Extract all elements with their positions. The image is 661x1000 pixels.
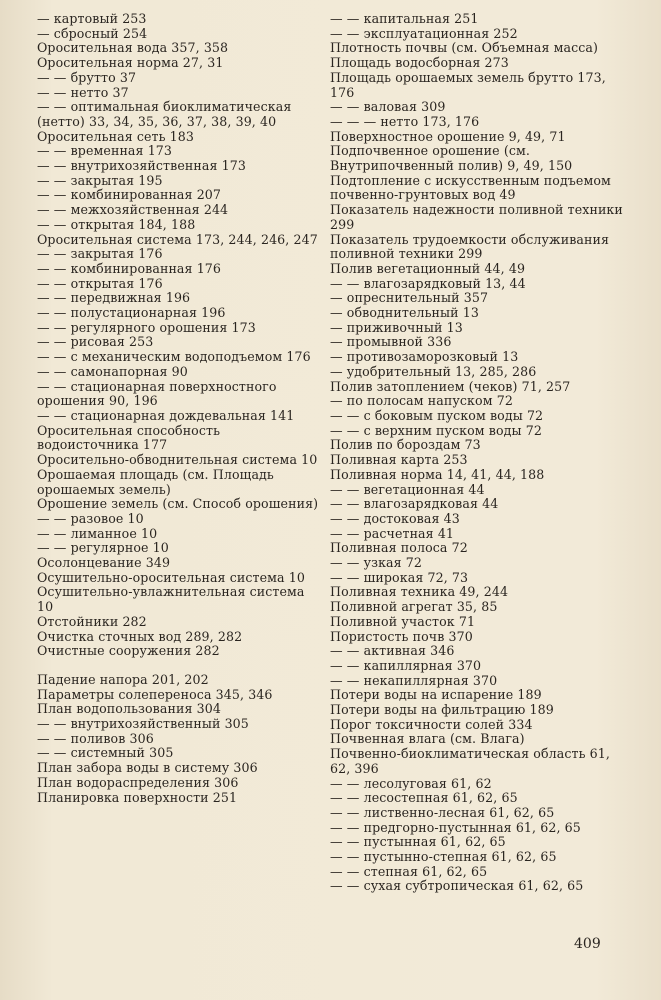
index-entry: — — разовое 10 (37, 510, 144, 526)
index-entry: — — брутто 37 (37, 69, 137, 85)
index-entry: Площадь орошаемых земель брутто 173, 176 (330, 69, 606, 100)
index-entry: Поливная норма 14, 41, 44, 188 (330, 466, 545, 482)
index-entry: — — внутрихозяйственный 305 (37, 716, 249, 732)
index-entry: Орошение земель (см. Способ орошения) (37, 496, 319, 512)
index-entry: — — широкая 72, 73 (330, 569, 469, 585)
index-entry: Поверхностное орошение 9, 49, 71 (330, 128, 566, 144)
index-entry: — — лиманное 10 (37, 525, 158, 541)
index-entry: Осушительно-оросительная система 10 (37, 569, 305, 585)
index-entry: Оросительная способность водоисточника 177 (37, 422, 221, 453)
index-entry: Оросительная норма 27, 31 (37, 55, 224, 71)
index-entry: — — закрытая 176 (37, 246, 163, 262)
index-entry: — — полустационарная 196 (37, 305, 226, 321)
index-entry: — — капитальная 251 (330, 11, 479, 26)
index-entry: Полив по бороздам 73 (330, 437, 481, 453)
index-entry: — опреснительный 357 (330, 290, 489, 306)
index-entry: — — некапиллярная 370 (330, 672, 498, 688)
index-entry: — — межхозяйственная 244 (37, 202, 229, 218)
index-entry: — — активная 346 (330, 643, 455, 659)
index-entry: — — нетто 37 (37, 84, 129, 100)
index-entry: Поливной агрегат 35, 85 (330, 599, 498, 615)
index-entry: — — стационарная дождевальная 141 (37, 407, 295, 423)
index-entry: Поливная техника 49, 244 (330, 584, 509, 600)
index-entry: Плотность почвы (см. Объемная масса) (330, 40, 599, 56)
index-entry: Полив затоплением (чеков) 71, 257 (330, 378, 571, 394)
index-entry: Подпочвенное орошение (см. Внутрипочвенный полив) 9, 49, 150 (330, 143, 573, 174)
index-entry: — — расчетная 41 (330, 525, 455, 541)
index-entry: — — закрытая 195 (37, 172, 163, 188)
index-entry: — — комбинированная 207 (37, 187, 222, 203)
index-entry: План забора воды в систему 306 (37, 760, 258, 776)
index-entry: Почвенная влага (см. Влага) (330, 731, 525, 747)
index-entry: — — влагозарядковый 13, 44 (330, 275, 526, 291)
index-entry: Поливной участок 71 (330, 613, 476, 629)
index-entry: — по полосам напуском 72 (330, 393, 513, 409)
index-entry: — — эксплуатационная 252 (330, 25, 518, 41)
index-entry: — — степная 61, 62, 65 (330, 863, 488, 879)
index-entry: Почвенно-биоклиматическая область 61, 62, 396 (330, 746, 610, 776)
index-entry: — — стационарная поверхностного орошения 90, 196 (37, 378, 277, 409)
index-entry: Орошаемая площадь (см. Площадь орошаемых земель) (37, 466, 274, 497)
index-entry: Показатель трудоемкости обслуживания поливной техники 299 (330, 231, 610, 262)
index-entry: — противозаморозковый 13 (330, 349, 519, 365)
index-entry: — — с боковым пуском воды 72 (330, 407, 544, 423)
index-entry: Осолонцевание 349 (37, 555, 171, 571)
index-entry: — — регулярного орошения 173 (37, 319, 256, 335)
index-entry: — — пустынная 61, 62, 65 (330, 834, 506, 850)
index-entry: Площадь водосборная 273 (330, 55, 509, 71)
index-entry: — — вегетационная 44 (330, 481, 485, 497)
index-entry: — промывной 336 (330, 334, 452, 350)
index-entry: Порог токсичности солей 334 (330, 716, 533, 732)
index-column-right (330, 12, 625, 894)
index-entry: — — рисовая 253 (37, 334, 154, 350)
page-number: 409 (574, 936, 601, 952)
index-entry: Параметры солепереноса 345, 346 (37, 686, 273, 702)
index-entry: — — внутрихозяйственная 173 (37, 158, 246, 174)
index-entry: — — самонапорная 90 (37, 363, 188, 379)
index-entry: — — лесолуговая 61, 62 (330, 775, 492, 791)
index-entry: Оросительная вода 357, 358 (37, 40, 229, 56)
index-entry: Показатель надежности поливной техники 299 (330, 202, 623, 232)
index-entry: Потери воды на испарение 189 (330, 687, 542, 703)
index-entry: Поливная полоса 72 (330, 540, 468, 556)
index-entry: Планировка поверхности 251 (37, 789, 238, 805)
index-entry: Подтопление с искусственным подъемом почвенно-грунтовых вод 49 (330, 172, 611, 203)
index-entry: — приживочный 13 (330, 319, 463, 335)
index-entry: — — — нетто 173, 176 (330, 113, 480, 129)
index-entry: — — капиллярная 370 (330, 657, 482, 673)
index-entry: Очистные сооружения 282 (37, 643, 220, 659)
index-entry: — — влагозарядковая 44 (330, 496, 499, 512)
index-entry: План водораспределения 306 (37, 774, 239, 790)
index-entry: — — лиственно-лесная 61, 62, 65 (330, 804, 555, 820)
index-entry: Поливная карта 253 (330, 452, 468, 468)
index-entry: Осушительно-увлажнительная система 10 (37, 584, 305, 615)
index-column-left (37, 12, 319, 805)
index-entry: Пористость почв 370 (330, 628, 473, 644)
index-entry: — — лесостепная 61, 62, 65 (330, 790, 518, 806)
entry-gap (37, 659, 319, 673)
index-entry: — — сухая субтропическая 61, 62, 65 (330, 878, 584, 894)
index-entry: Оросительно-обводнительная система 10 (37, 452, 318, 468)
index-entry: — — узкая 72 (330, 555, 423, 571)
index-entry: — — открытая 184, 188 (37, 216, 196, 232)
index-entry: — — временная 173 (37, 143, 173, 159)
index-entry: — — открытая 176 (37, 275, 163, 291)
index-entry: Полив вегетационный 44, 49 (330, 260, 526, 276)
index-entry: — обводнительный 13 (330, 305, 479, 321)
index-entry: — — оптимальная биоклиматическая (нетто) 33, 34, 35, 36, 37, 38, 39, 40 (37, 99, 292, 129)
index-entry: — — поливов 306 (37, 730, 154, 746)
index-entry: — — передвижная 196 (37, 290, 191, 306)
index-entry: Потери воды на фильтрацию 189 (330, 702, 554, 718)
index-entry: — картовый 253 (37, 11, 147, 26)
index-entry: — — с верхним пуском воды 72 (330, 422, 542, 438)
index-entry: План водопользования 304 (37, 701, 221, 717)
index-entry: — удобрительный 13, 285, 286 (330, 363, 537, 379)
index-entry: Падение напора 201, 202 (37, 671, 209, 687)
index-entry: — — предгорно-пустынная 61, 62, 65 (330, 819, 581, 835)
index-entry: Очистка сточных вод 289, 282 (37, 628, 243, 644)
index-entry: — — пустынно-степная 61, 62, 65 (330, 849, 557, 865)
index-entry: Отстойники 282 (37, 613, 147, 629)
index-entry: — — системный 305 (37, 745, 174, 761)
index-entry: Оросительная сеть 183 (37, 128, 195, 144)
index-entry: — сбросный 254 (37, 25, 148, 41)
index-entry: — — с механическим водоподъемом 176 (37, 349, 311, 365)
index-entry: — — регулярное 10 (37, 540, 169, 556)
index-entry: — — комбинированная 176 (37, 260, 222, 276)
index-entry: Оросительная система 173, 244, 246, 247 (37, 231, 318, 247)
index-entry: — — валовая 309 (330, 99, 446, 115)
index-entry: — — достоковая 43 (330, 510, 460, 526)
